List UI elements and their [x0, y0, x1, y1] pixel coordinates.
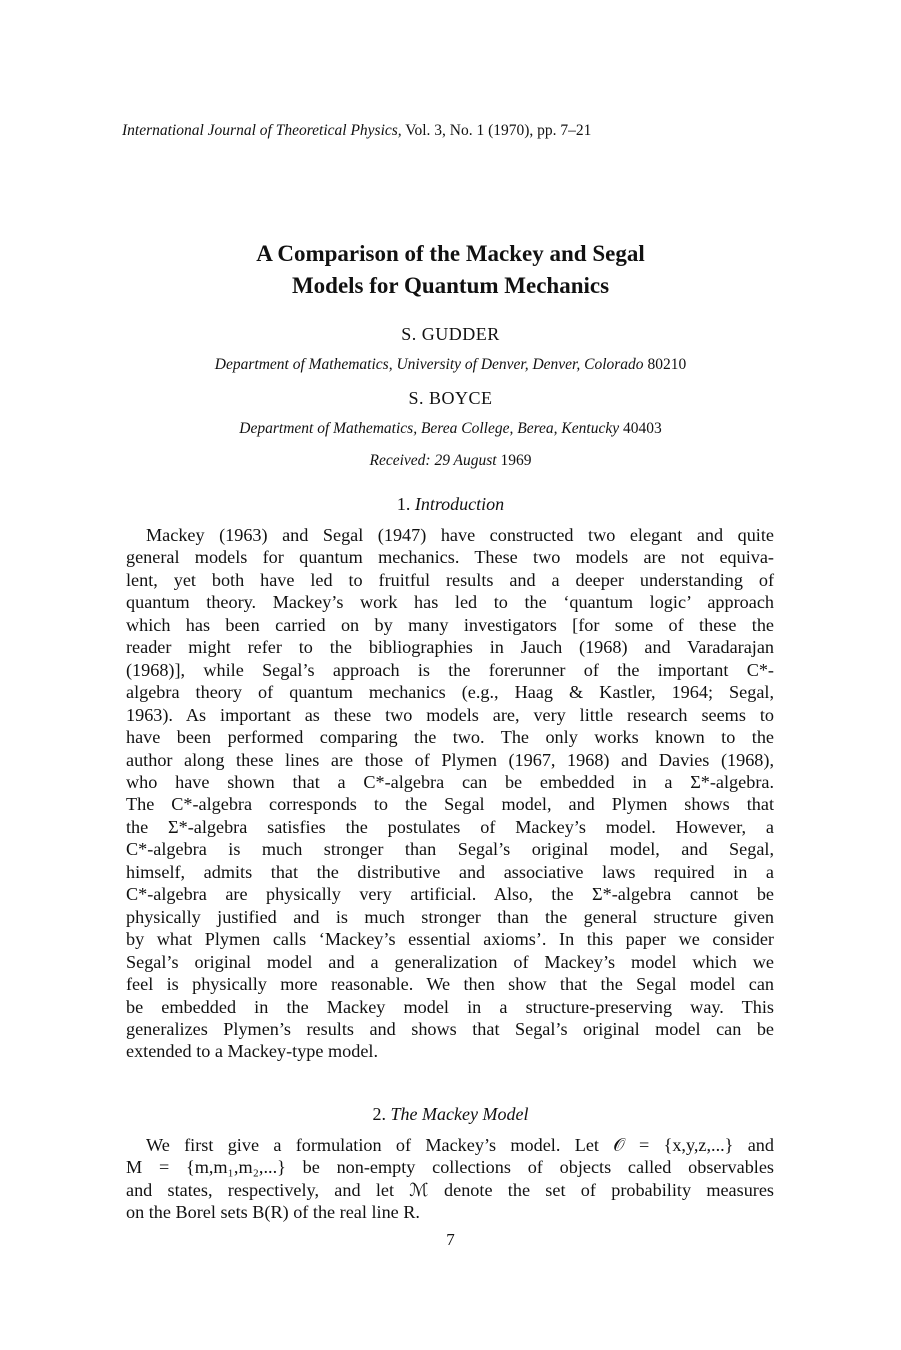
paragraph-line: generalizes Plymen’s results and shows that Segal’s original model can be [126, 1018, 774, 1039]
section-heading [0, 494, 901, 515]
received-year: 1969 [496, 452, 532, 469]
paragraph-line: Mackey (1963) and Segal (1947) have constructed two elegant and quite [146, 525, 774, 545]
paragraph-line: Segal’s original model and a generalization of Mackey’s model which we [126, 951, 774, 972]
paragraph-line: lent, yet both have led to fruitful results and a deeper understanding of [126, 569, 774, 590]
received-date [0, 452, 901, 470]
paragraph-line: C*-algebra is much stronger than Segal’s original model, and Segal, [126, 839, 774, 860]
journal-name: International Journal of Theoretical Physics, [122, 122, 402, 139]
paragraph-line: We first give a formulation of Mackey’s model. Let 𝒪 = {x,y,z,...} and [146, 1135, 774, 1155]
paragraph-line: author along these lines are those of Plymen (1967, 1968) and Davies (1968), [126, 749, 774, 770]
affiliation-zip: 80210 [643, 356, 687, 373]
section-title: The Mackey Model [390, 1104, 529, 1124]
section-heading [0, 1104, 901, 1125]
paragraph-line: (1968)], while Segal’s approach is the forerunner of the important C*- [126, 659, 774, 680]
paragraph-line: The C*-algebra corresponds to the Segal model, and Plymen shows that [126, 794, 774, 815]
section-paragraph [126, 524, 774, 1063]
paragraph-line: himself, admits that the distributive and associative laws required in a [126, 861, 774, 882]
paragraph-line: M = {m,m₁,m₂,...} be non-empty collections of objects called observables [126, 1157, 774, 1178]
author-affiliation [0, 356, 901, 374]
journal-volume-pages: Vol. 3, No. 1 (1970), pp. 7–21 [401, 122, 592, 139]
paragraph-line: which has been carried on by many investigators [for some of these the [126, 614, 774, 635]
paragraph-line: general models for quantum mechanics. These two models are not equiva- [126, 547, 774, 568]
paragraph-line: algebra theory of quantum mechanics (e.g., Haag & Kastler, 1964; Segal, [126, 682, 774, 703]
title-line-2: Models for Quantum Mechanics [291, 273, 610, 298]
affiliation-zip: 40403 [619, 420, 662, 437]
paragraph-line: C*-algebra are physically very artificial. Also, the Σ*-algebra cannot be [126, 884, 774, 905]
paragraph-line: reader might refer to the bibliographies in Jauch (1968) and Varadarajan [126, 637, 774, 658]
author-affiliation [0, 420, 901, 438]
paragraph-line: be embedded in the Mackey model in a structure-preserving way. This [126, 996, 774, 1017]
paragraph-line: by what Plymen calls ‘Mackey’s essential axioms’. In this paper we consider [126, 929, 774, 950]
section-paragraph [126, 1134, 774, 1224]
paragraph-line: on the Borel sets B(R) of the real line R. [126, 1202, 420, 1223]
paragraph-line: 1963). As important as these two models are, very little research seems to [126, 704, 774, 725]
page-number: 7 [446, 1230, 455, 1249]
paragraph-line: have been performed comparing the two. The only works known to the [126, 727, 774, 748]
paragraph-line: quantum theory. Mackey’s work has led to the ‘quantum logic’ approach [126, 592, 774, 613]
paper-title [0, 238, 901, 302]
paragraph-line: feel is physically more reasonable. We then show that the Segal model can [126, 974, 774, 995]
paragraph-line: physically justified and is much stronger than the general structure given [126, 906, 774, 927]
paragraph-line: extended to a Mackey-type model. [126, 1041, 379, 1062]
paragraph-line: who have shown that a C*-algebra can be embedded in a Σ*-algebra. [126, 771, 774, 792]
section-number: 1. [396, 494, 415, 514]
received-label: Received: 29 August [369, 452, 497, 469]
journal-citation [122, 122, 591, 140]
author-name: S. GUDDER [401, 324, 500, 344]
affiliation-text: Department of Mathematics, Berea College, Berea, Kentucky [239, 420, 620, 437]
section-title: Introduction [414, 494, 505, 514]
paragraph-line: and states, respectively, and let ℳ denote the set of probability measures [126, 1179, 774, 1200]
affiliation-text: Department of Mathematics, University of Denver, Denver, Colorado [214, 356, 644, 373]
paragraph-line: the Σ*-algebra satisfies the postulates of Mackey’s model. However, a [126, 816, 774, 837]
section-number: 2. [372, 1104, 391, 1124]
title-line-1: A Comparison of the Mackey and Segal [256, 241, 645, 266]
author-name: S. BOYCE [408, 388, 493, 408]
